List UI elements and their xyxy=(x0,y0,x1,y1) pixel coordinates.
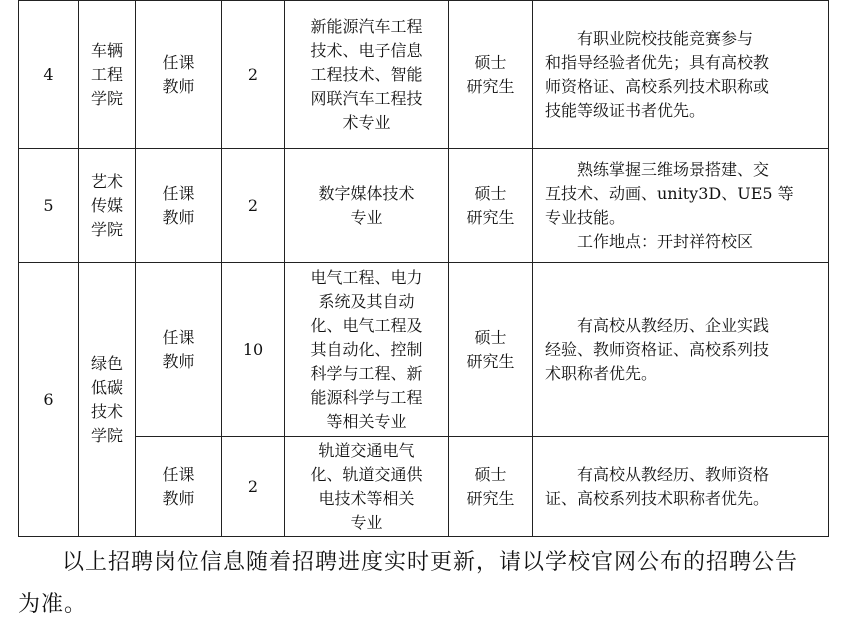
major-line: 网联汽车工程技 xyxy=(310,88,423,108)
table-row xyxy=(19,437,829,537)
major-line: 系统及其自动 xyxy=(318,291,415,311)
requirement-cell xyxy=(533,149,829,263)
requirement-line: 和指导经验者优先；具有高校教 xyxy=(545,52,770,72)
education-line: 硕士 xyxy=(474,327,507,347)
post-name: 任课教师 xyxy=(162,52,195,96)
requirement-line: 证、高校系列技术职称者优先。 xyxy=(545,488,770,508)
major-line: 科学与工程、新 xyxy=(310,363,423,383)
requirement-line: 技能等级证书者优先。 xyxy=(545,100,706,120)
major-line: 等相关专业 xyxy=(326,411,407,431)
college-name: 艺术传媒学院 xyxy=(90,171,123,239)
post-name: 任课教师 xyxy=(162,183,195,227)
major-cell xyxy=(285,437,449,537)
major-line: 电气工程、电力 xyxy=(310,267,423,287)
education-cell xyxy=(449,263,533,437)
college-name: 绿色低碳技术学院 xyxy=(90,353,123,445)
education-line: 研究生 xyxy=(466,76,515,96)
headcount: 10 xyxy=(222,263,285,437)
requirement-line: 有高校从教经历、企业实践 xyxy=(577,315,770,335)
major-line: 其自动化、控制 xyxy=(310,339,423,359)
requirement-line: 专业技能。 xyxy=(545,207,626,227)
requirement-line: 互技术、动画、unity3D、UE5 等 xyxy=(545,183,794,203)
major-cell xyxy=(285,1,449,149)
major-line: 术专业 xyxy=(342,112,391,132)
major-cell xyxy=(285,149,449,263)
education-cell xyxy=(449,149,533,263)
row-number: 4 xyxy=(19,1,79,149)
education-line: 硕士 xyxy=(474,52,507,72)
requirement-line: 有高校从教经历、教师资格 xyxy=(577,464,770,484)
college-name: 车辆工程学院 xyxy=(90,40,123,108)
education-line: 硕士 xyxy=(474,464,507,484)
row-number: 6 xyxy=(19,263,79,537)
requirement-cell xyxy=(533,263,829,437)
major-line: 轨道交通电气 xyxy=(318,440,415,460)
education-line: 研究生 xyxy=(466,351,515,371)
table-row xyxy=(19,263,829,437)
major-line: 化、电气工程及 xyxy=(310,315,423,335)
requirement-line: 术职称者优先。 xyxy=(545,363,658,383)
major-line: 数字媒体技术 xyxy=(318,183,415,203)
post-name: 任课教师 xyxy=(162,464,195,508)
recruitment-table xyxy=(18,0,829,537)
requirement-line: 师资格证、高校系列技术职称或 xyxy=(545,76,770,96)
education-cell xyxy=(449,437,533,537)
footer-note: 以上招聘岗位信息随着招聘进度实时更新，请以学校官网公布的招聘公告为准。 xyxy=(18,550,799,617)
table-row xyxy=(19,1,829,149)
table-row xyxy=(19,149,829,263)
requirement-line: 熟练掌握三维场景搭建、交 xyxy=(577,159,770,179)
education-cell xyxy=(449,1,533,149)
major-line: 专业 xyxy=(350,512,383,532)
requirement-cell xyxy=(533,1,829,149)
row-number: 5 xyxy=(19,149,79,263)
post-name: 任课教师 xyxy=(162,327,195,371)
major-line: 专业 xyxy=(350,207,383,227)
requirement-line: 经验、教师资格证、高校系列技 xyxy=(545,339,770,359)
major-line: 能源科学与工程 xyxy=(310,387,423,407)
headcount: 2 xyxy=(222,1,285,149)
education-line: 硕士 xyxy=(474,183,507,203)
major-line: 工程技术、智能 xyxy=(310,64,423,84)
major-line: 技术、电子信息 xyxy=(310,40,423,60)
major-line: 新能源汽车工程 xyxy=(310,16,423,36)
education-line: 研究生 xyxy=(466,207,515,227)
major-line: 化、轨道交通供 xyxy=(310,464,423,484)
headcount: 2 xyxy=(222,437,285,537)
requirement-line: 工作地点：开封祥符校区 xyxy=(577,231,754,251)
requirement-cell xyxy=(533,437,829,537)
requirement-line: 有职业院校技能竞赛参与 xyxy=(577,28,754,48)
major-line: 电技术等相关 xyxy=(318,488,415,508)
major-cell xyxy=(285,263,449,437)
education-line: 研究生 xyxy=(466,488,515,508)
headcount: 2 xyxy=(222,149,285,263)
